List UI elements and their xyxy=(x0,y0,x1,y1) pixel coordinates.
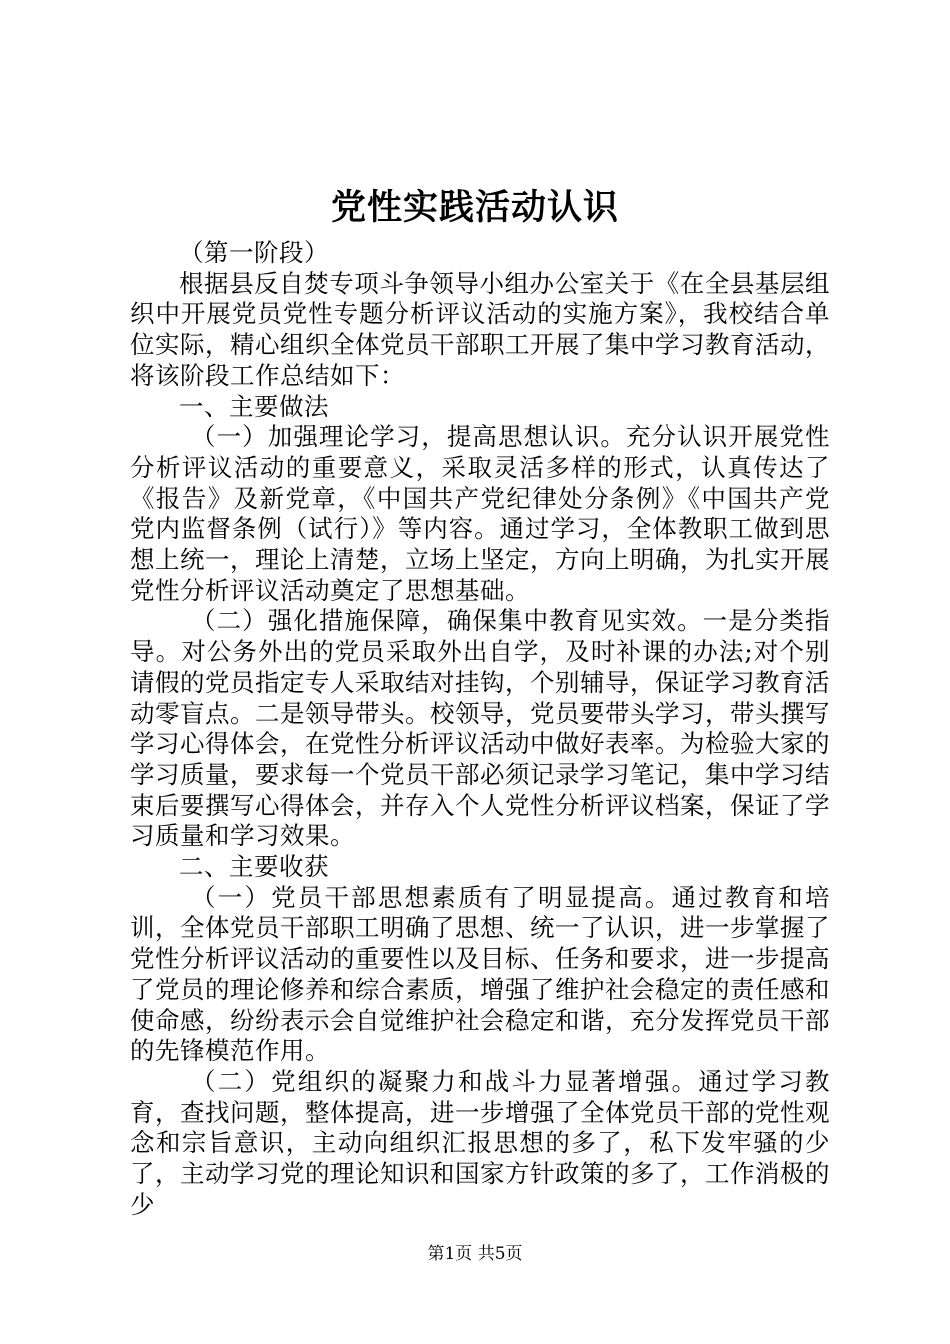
paragraph-2-1: （一）党员干部思想素质有了明显提高。通过教育和培训，全体党员干部职工明确了思想、统一了认识，进一步掌握了党性分析评议活动的重要性以及目标、任务和要求，进一步提高了党员的理论修养和综合素质，增强了维护社会稳定的责任感和使命感，纷纷表示会自觉维护社会稳定和谐，充分发挥党员干部的先锋模范作用。 xyxy=(130,882,830,1066)
stage-label: （第一阶段） xyxy=(179,238,329,267)
intro-paragraph: 根据县反自焚专项斗争领导小组办公室关于《在全县基层组织中开展党员党性专题分析评议活动的实施方案》，我校结合单位实际，精心组织全体党员干部职工开展了集中学习教育活动，将该阶段工作总结如下： xyxy=(130,268,830,390)
paragraph-1-1: （一）加强理论学习，提高思想认识。充分认识开展党性分析评议活动的重要意义，采取灵活多样的形式，认真传达了《报告》及新党章，《中国共产党纪律处分条例》《中国共产党党内监督条例（试行）》等内容。通过学习，全体教职工做到思想上统一，理论上清楚，立场上坚定，方向上明确，为扎实开展党性分析评议活动奠定了思想基础。 xyxy=(130,422,830,605)
document-title: 党性实践活动认识 xyxy=(330,187,619,228)
paragraph-2-2: （二）党组织的凝聚力和战斗力显著增强。通过学习教育，查找问题，整体提高，进一步增强了全体党员干部的党性观念和宗旨意识，主动向组织汇报思想的多了，私下发牢骚的少了，主动学习党的理论知识和国家方针政策的多了，工作消极的少 xyxy=(130,1066,830,1219)
section-heading-2: 二、主要收获 xyxy=(179,852,329,882)
document-body xyxy=(130,238,830,1221)
page-footer: 第1页 共5页 xyxy=(427,1244,523,1264)
paragraph-1-2: （二）强化措施保障，确保集中教育见实效。一是分类指导。对公务外出的党员采取外出自学，及时补课的办法;对个别请假的党员指定专人采取结对挂钩，个别辅导，保证学习教育活动零盲点。二是领导带头。校领导，党员要带头学习，带头撰写学习心得体会，在党性分析评议活动中做好表率。为检验大家的学习质量，要求每一个党员干部必须记录学习笔记，集中学习结束后要撰写心得体会，并存入个人党性分析评议档案，保证了学习质量和学习效果。 xyxy=(130,606,830,851)
section-heading-1: 一、主要做法 xyxy=(179,391,329,421)
